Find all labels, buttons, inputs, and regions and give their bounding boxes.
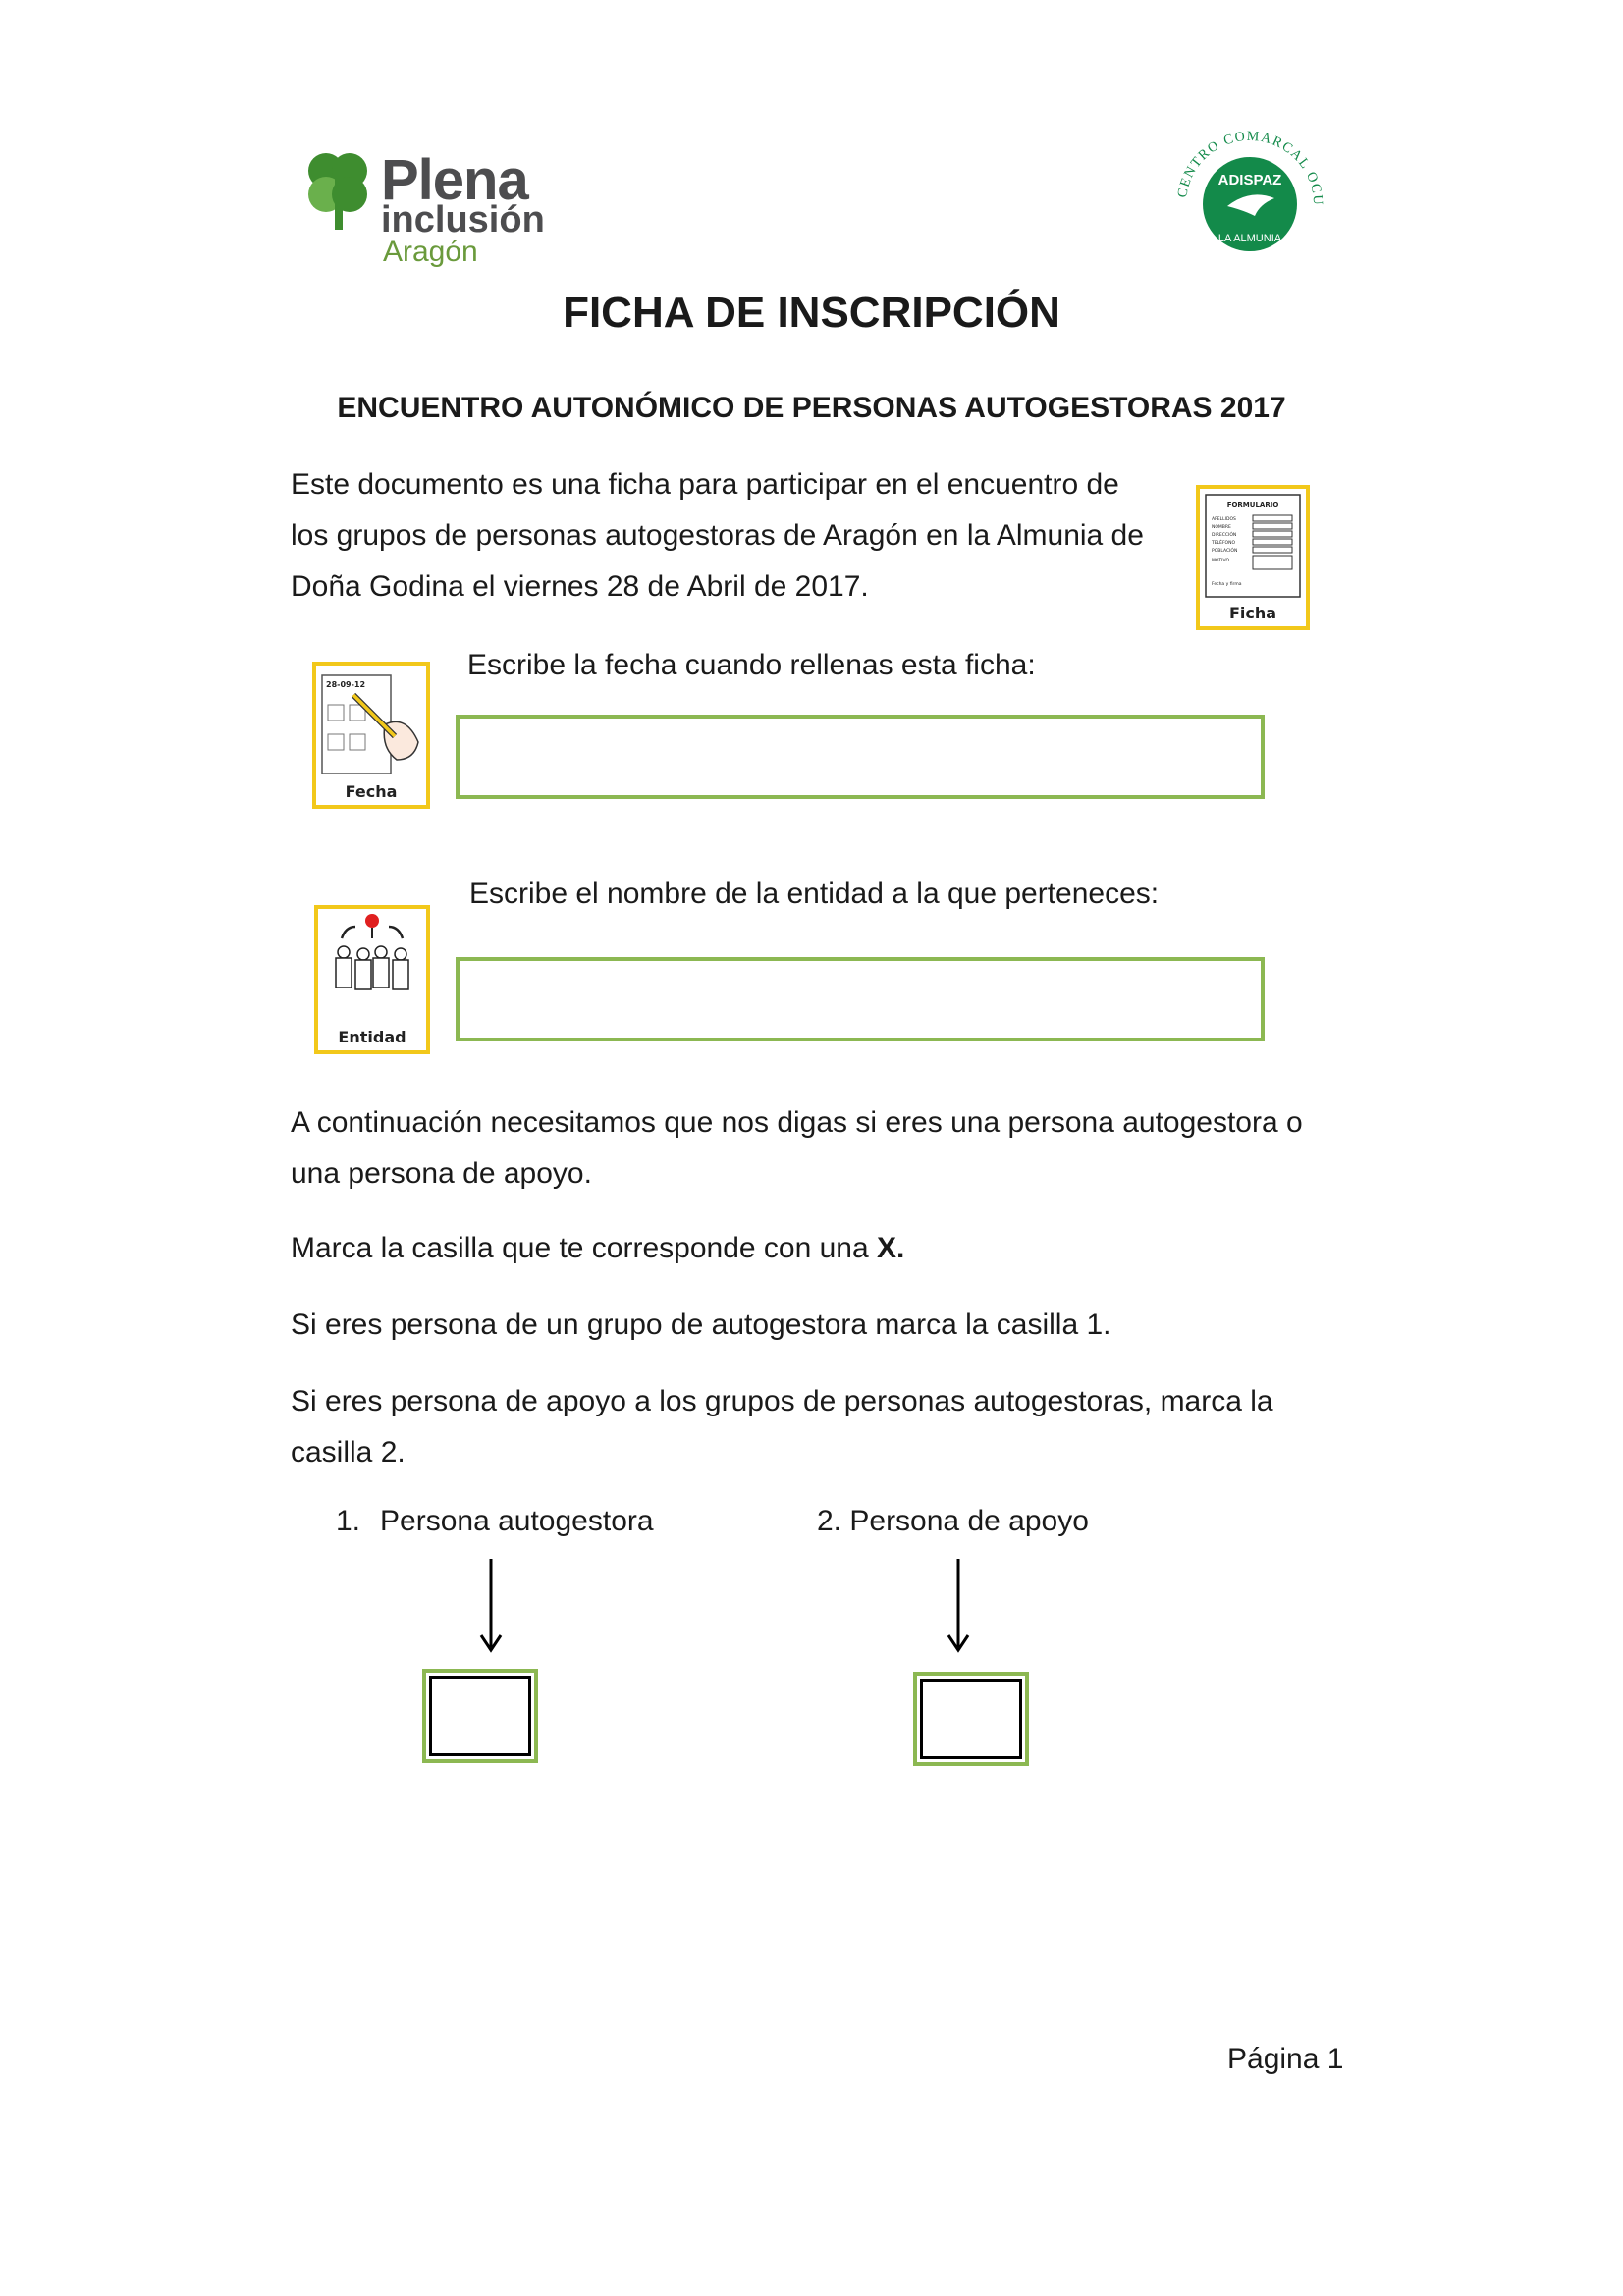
- logo-region: Aragón: [383, 236, 478, 268]
- page-number: Página 1: [1227, 2043, 1344, 2075]
- adispaz-seal-logo: [1166, 128, 1333, 275]
- arrow-down-icon: [947, 1559, 970, 1653]
- entidad-label: Entidad: [338, 1028, 406, 1046]
- option-number: 1.: [336, 1505, 361, 1537]
- seal-ring-text: CENTRO COMARCAL OCU: [1175, 129, 1325, 207]
- option-number: 2.: [817, 1505, 842, 1537]
- svg-text:NOMBRE: NOMBRE: [1212, 525, 1231, 530]
- svg-text:MOTIVO: MOTIVO: [1212, 559, 1230, 563]
- entidad-pictogram: [314, 905, 430, 1054]
- group-people-icon: [318, 909, 426, 1033]
- instruction-paragraph-3: Si eres persona de un grupo de autogestora marca la casilla 1.: [291, 1308, 1111, 1341]
- date-prompt: Escribe la fecha cuando rellenas esta ficha:: [467, 649, 1036, 681]
- checkbox-inner: [920, 1679, 1022, 1759]
- logo-name: Plena: [381, 148, 528, 212]
- entity-field[interactable]: [456, 957, 1265, 1041]
- plena-inclusion-logo: [304, 148, 545, 268]
- entity-prompt: Escribe el nombre de la entidad a la que perteneces:: [469, 878, 1160, 910]
- svg-text:Fecha y firma: Fecha y firma: [1212, 582, 1242, 587]
- intro-paragraph: [291, 459, 1174, 613]
- option-1-label: [336, 1504, 654, 1539]
- svg-text:DIRECCIÓN: DIRECCIÓN: [1212, 533, 1237, 538]
- seal-inner-bottom: LA ALMUNIA: [1217, 233, 1282, 244]
- checkbox-inner: [429, 1676, 531, 1756]
- svg-text:TELÉFONO: TELÉFONO: [1212, 541, 1235, 546]
- arrow-down-icon: [479, 1559, 503, 1653]
- checkbox-persona-de-apoyo[interactable]: [913, 1672, 1029, 1766]
- option-text: Persona de apoyo: [849, 1505, 1089, 1537]
- svg-text:APELLIDOS: APELLIDOS: [1212, 517, 1236, 522]
- instruction-text: Marca la casilla que te corresponde con una: [291, 1232, 878, 1264]
- date-field[interactable]: [456, 715, 1265, 799]
- svg-text:POBLACIÓN: POBLACIÓN: [1212, 549, 1238, 554]
- option-2-label: [817, 1504, 1089, 1539]
- intro-line: Este documento es una ficha para participar en el encuentro de: [291, 468, 1119, 501]
- option-text: Persona autogestora: [380, 1505, 654, 1537]
- instruction-mark: X.: [877, 1232, 905, 1264]
- intro-line: los grupos de personas autogestoras de Aragón en la Almunia de: [291, 519, 1144, 552]
- fecha-label: Fecha: [345, 782, 398, 801]
- ficha-label: Ficha: [1228, 604, 1277, 622]
- page-subtitle: ENCUENTRO AUTONÓMICO DE PERSONAS AUTOGESTORAS 2017: [337, 392, 1286, 424]
- clover-icon: [304, 149, 373, 238]
- instruction-paragraph-1: A continuación necesitamos que nos digas si eres una persona autogestora o una persona de apoyo.: [291, 1106, 1303, 1190]
- calendar-writing-icon: [316, 666, 426, 787]
- logo-sub: inclusión: [381, 199, 545, 240]
- form-icon: [1200, 489, 1306, 607]
- page-title: FICHA DE INSCRIPCIÓN: [563, 289, 1060, 337]
- checkbox-persona-autogestora[interactable]: [422, 1669, 538, 1763]
- fecha-pictogram: [312, 662, 430, 809]
- svg-text:28-09-12: 28-09-12: [326, 680, 366, 689]
- ficha-pictogram: [1196, 485, 1310, 630]
- seal-inner-top: ADISPAZ: [1217, 172, 1282, 188]
- intro-line: Doña Godina el viernes 28 de Abril de 2017.: [291, 570, 869, 603]
- svg-text:FORMULARIO: FORMULARIO: [1226, 501, 1279, 508]
- instruction-paragraph-2: [291, 1223, 1341, 1274]
- instruction-paragraph-4: Si eres persona de apoyo a los grupos de personas autogestoras, marca la casilla 2.: [291, 1385, 1273, 1468]
